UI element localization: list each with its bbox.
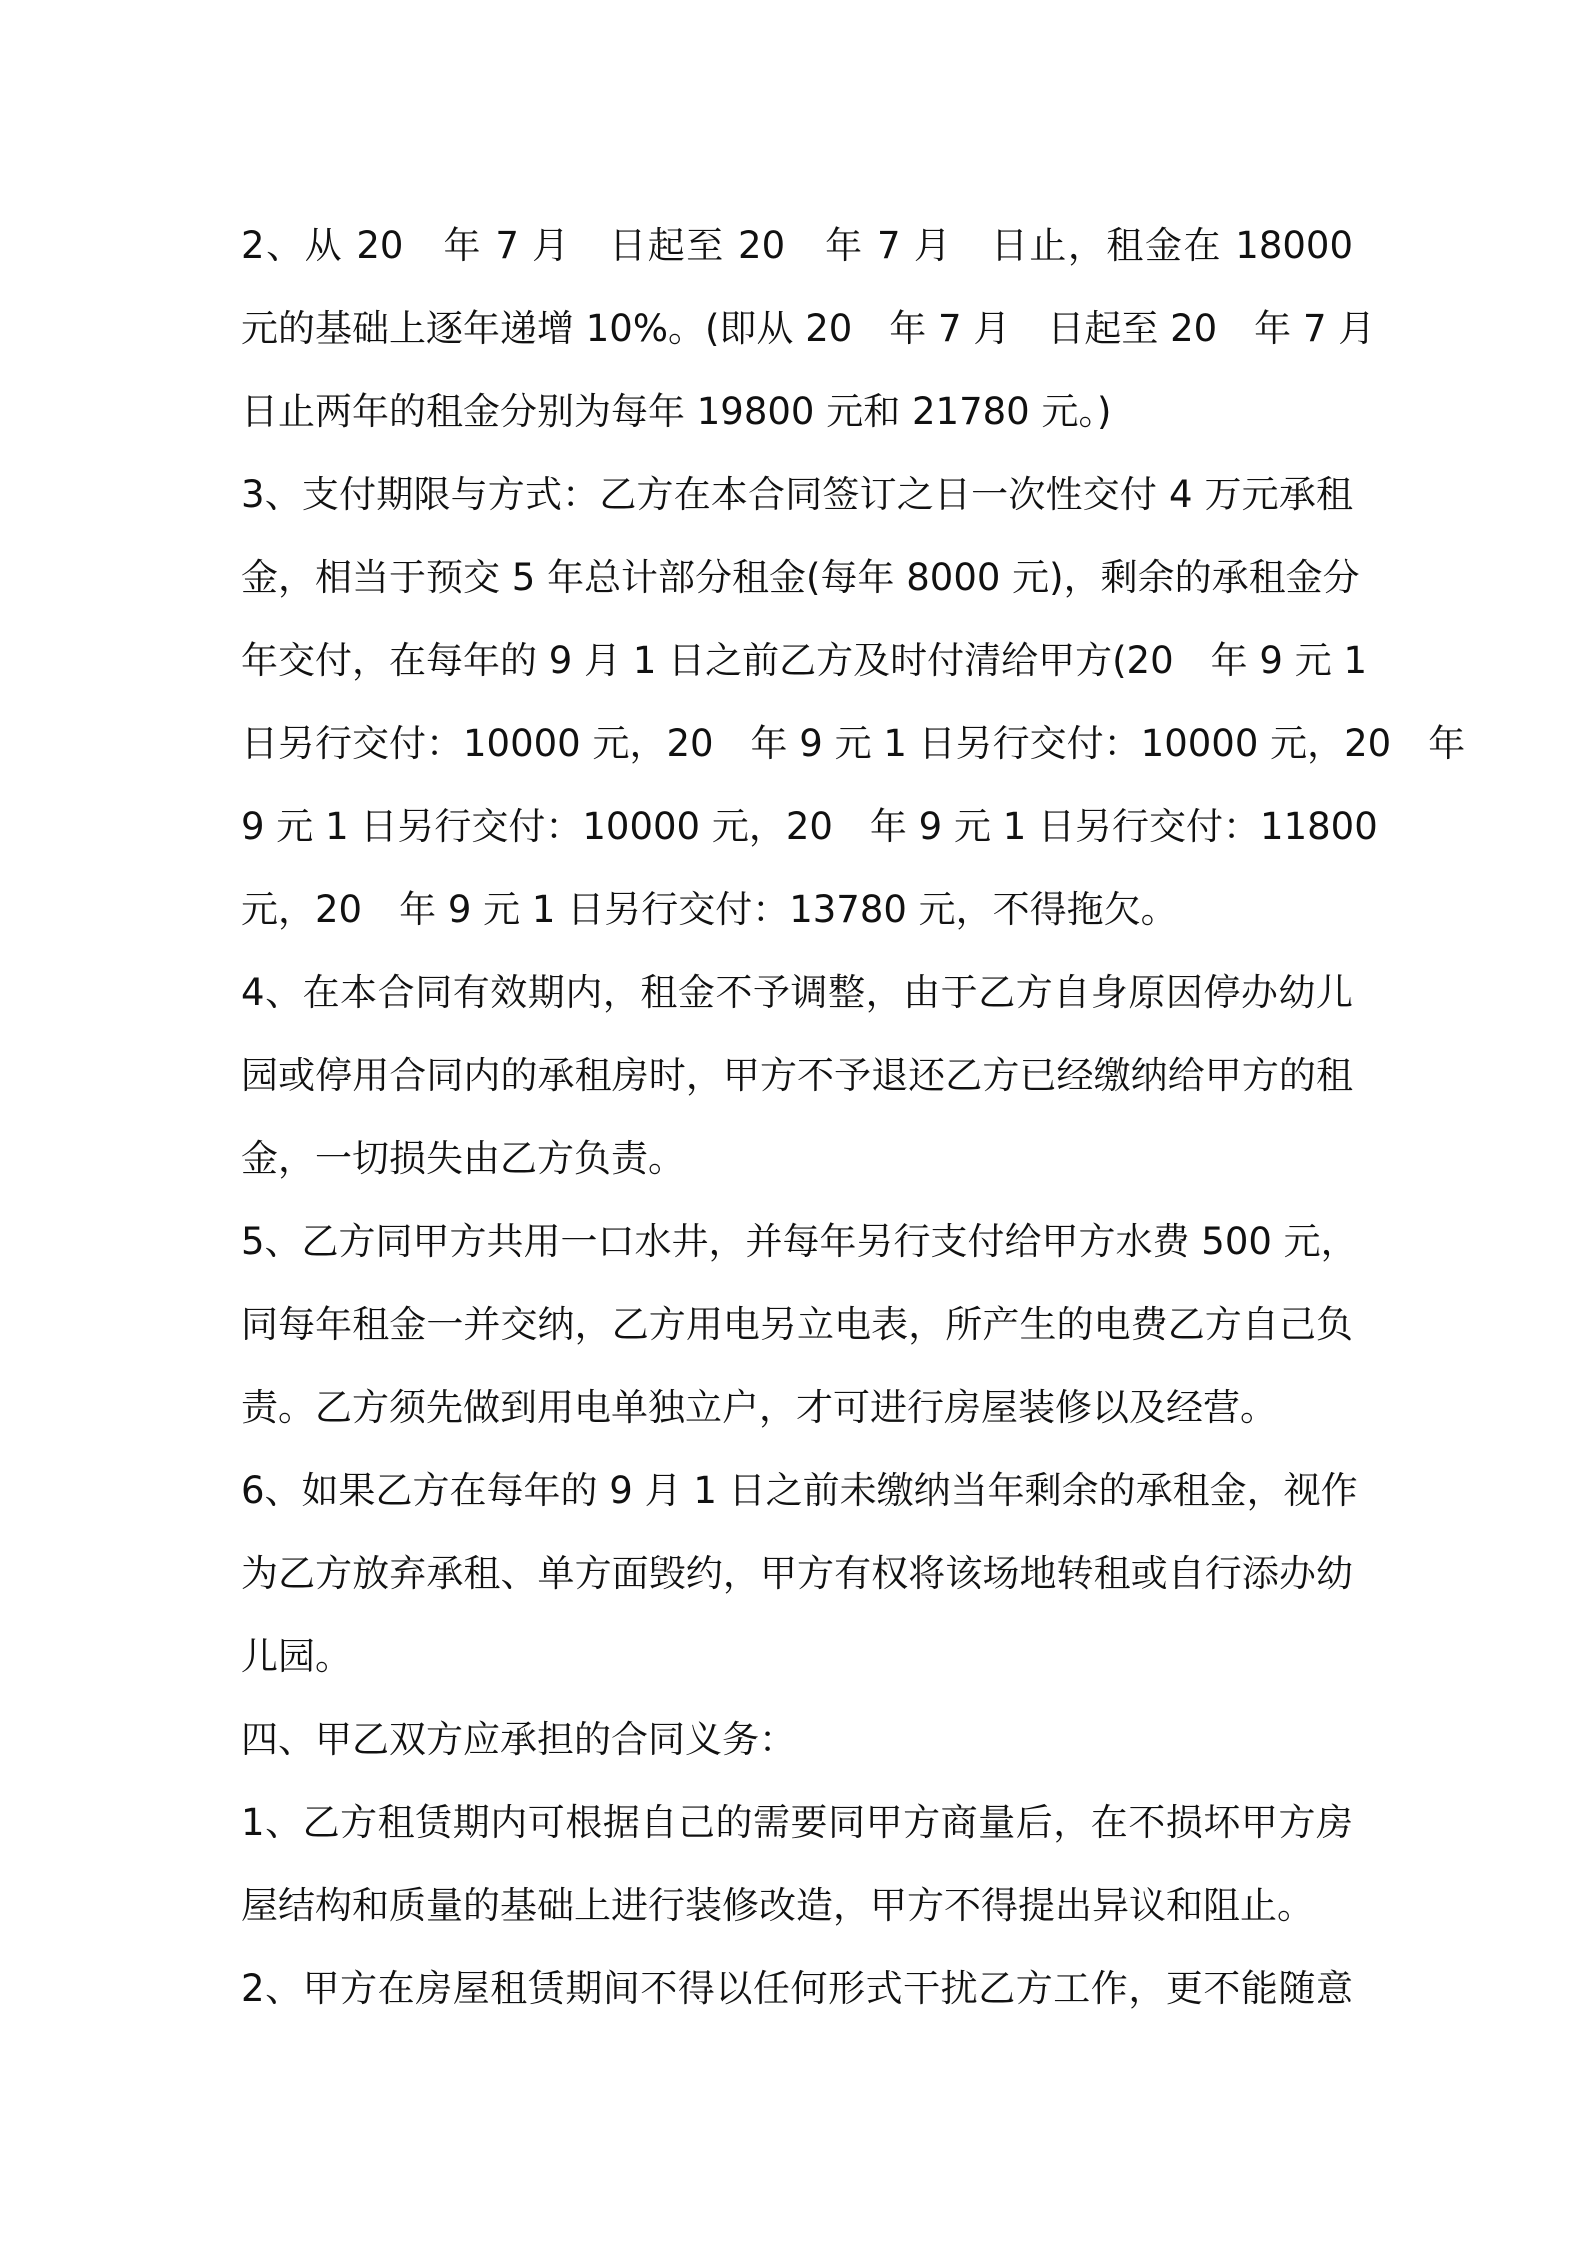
text-line: 1、乙方租赁期内可根据自己的需要同甲方商量后，在不损坏甲方房 — [241, 1801, 1353, 1844]
text-line: 金，一切损失由乙方负责。 — [241, 1137, 685, 1180]
text-line: 元，20 年 9 元 1 日另行交付：13780 元，不得拖欠。 — [241, 888, 1178, 931]
text-line: 日另行交付：10000 元，20 年 9 元 1 日另行交付：10000 元，20 年 — [241, 722, 1466, 765]
text-line: 年交付，在每年的 9 月 1 日之前乙方及时付清给甲方(20 年 9 元 1 — [241, 639, 1368, 682]
text-line: 2、甲方在房屋租赁期间不得以任何形式干扰乙方工作，更不能随意 — [241, 1967, 1353, 2010]
text-line: 6、如果乙方在每年的 9 月 1 日之前未缴纳当年剩余的承租金，视作 — [241, 1469, 1358, 1512]
text-line: 责。乙方须先做到用电单独立户，才可进行房屋装修以及经营。 — [241, 1386, 1277, 1429]
section-heading: 四、甲乙双方应承担的合同义务： — [241, 1718, 796, 1761]
text-line: 同每年租金一并交纳，乙方用电另立电表，所产生的电费乙方自己负 — [241, 1303, 1353, 1346]
contract-text — [241, 204, 1466, 2030]
text-line: 2、从 20 年 7 月 日起至 20 年 7 月 日止，租金在 18000 — [241, 224, 1353, 267]
text-line: 儿园。 — [241, 1635, 352, 1678]
text-line: 为乙方放弃承租、单方面毁约，甲方有权将该场地转租或自行添办幼 — [241, 1552, 1353, 1595]
text-line: 3、支付期限与方式：乙方在本合同签订之日一次性交付 4 万元承租 — [241, 473, 1353, 516]
text-line: 金，相当于预交 5 年总计部分租金(每年 8000 元)，剩余的承租金分 — [241, 556, 1360, 599]
text-line: 元的基础上逐年递增 10%。(即从 20 年 7 月 日起至 20 年 7 月 — [241, 307, 1376, 350]
text-line: 日止两年的租金分别为每年 19800 元和 21780 元。) — [241, 390, 1112, 433]
text-line: 5、乙方同甲方共用一口水井，并每年另行支付给甲方水费 500 元， — [241, 1220, 1358, 1263]
text-line: 9 元 1 日另行交付：10000 元，20 年 9 元 1 日另行交付：11800 — [241, 805, 1378, 848]
text-line: 4、在本合同有效期内，租金不予调整，由于乙方自身原因停办幼儿 — [241, 971, 1353, 1014]
text-line: 园或停用合同内的承租房时，甲方不予退还乙方已经缴纳给甲方的租 — [241, 1054, 1353, 1097]
text-line: 屋结构和质量的基础上进行装修改造，甲方不得提出异议和阻止。 — [241, 1884, 1314, 1927]
